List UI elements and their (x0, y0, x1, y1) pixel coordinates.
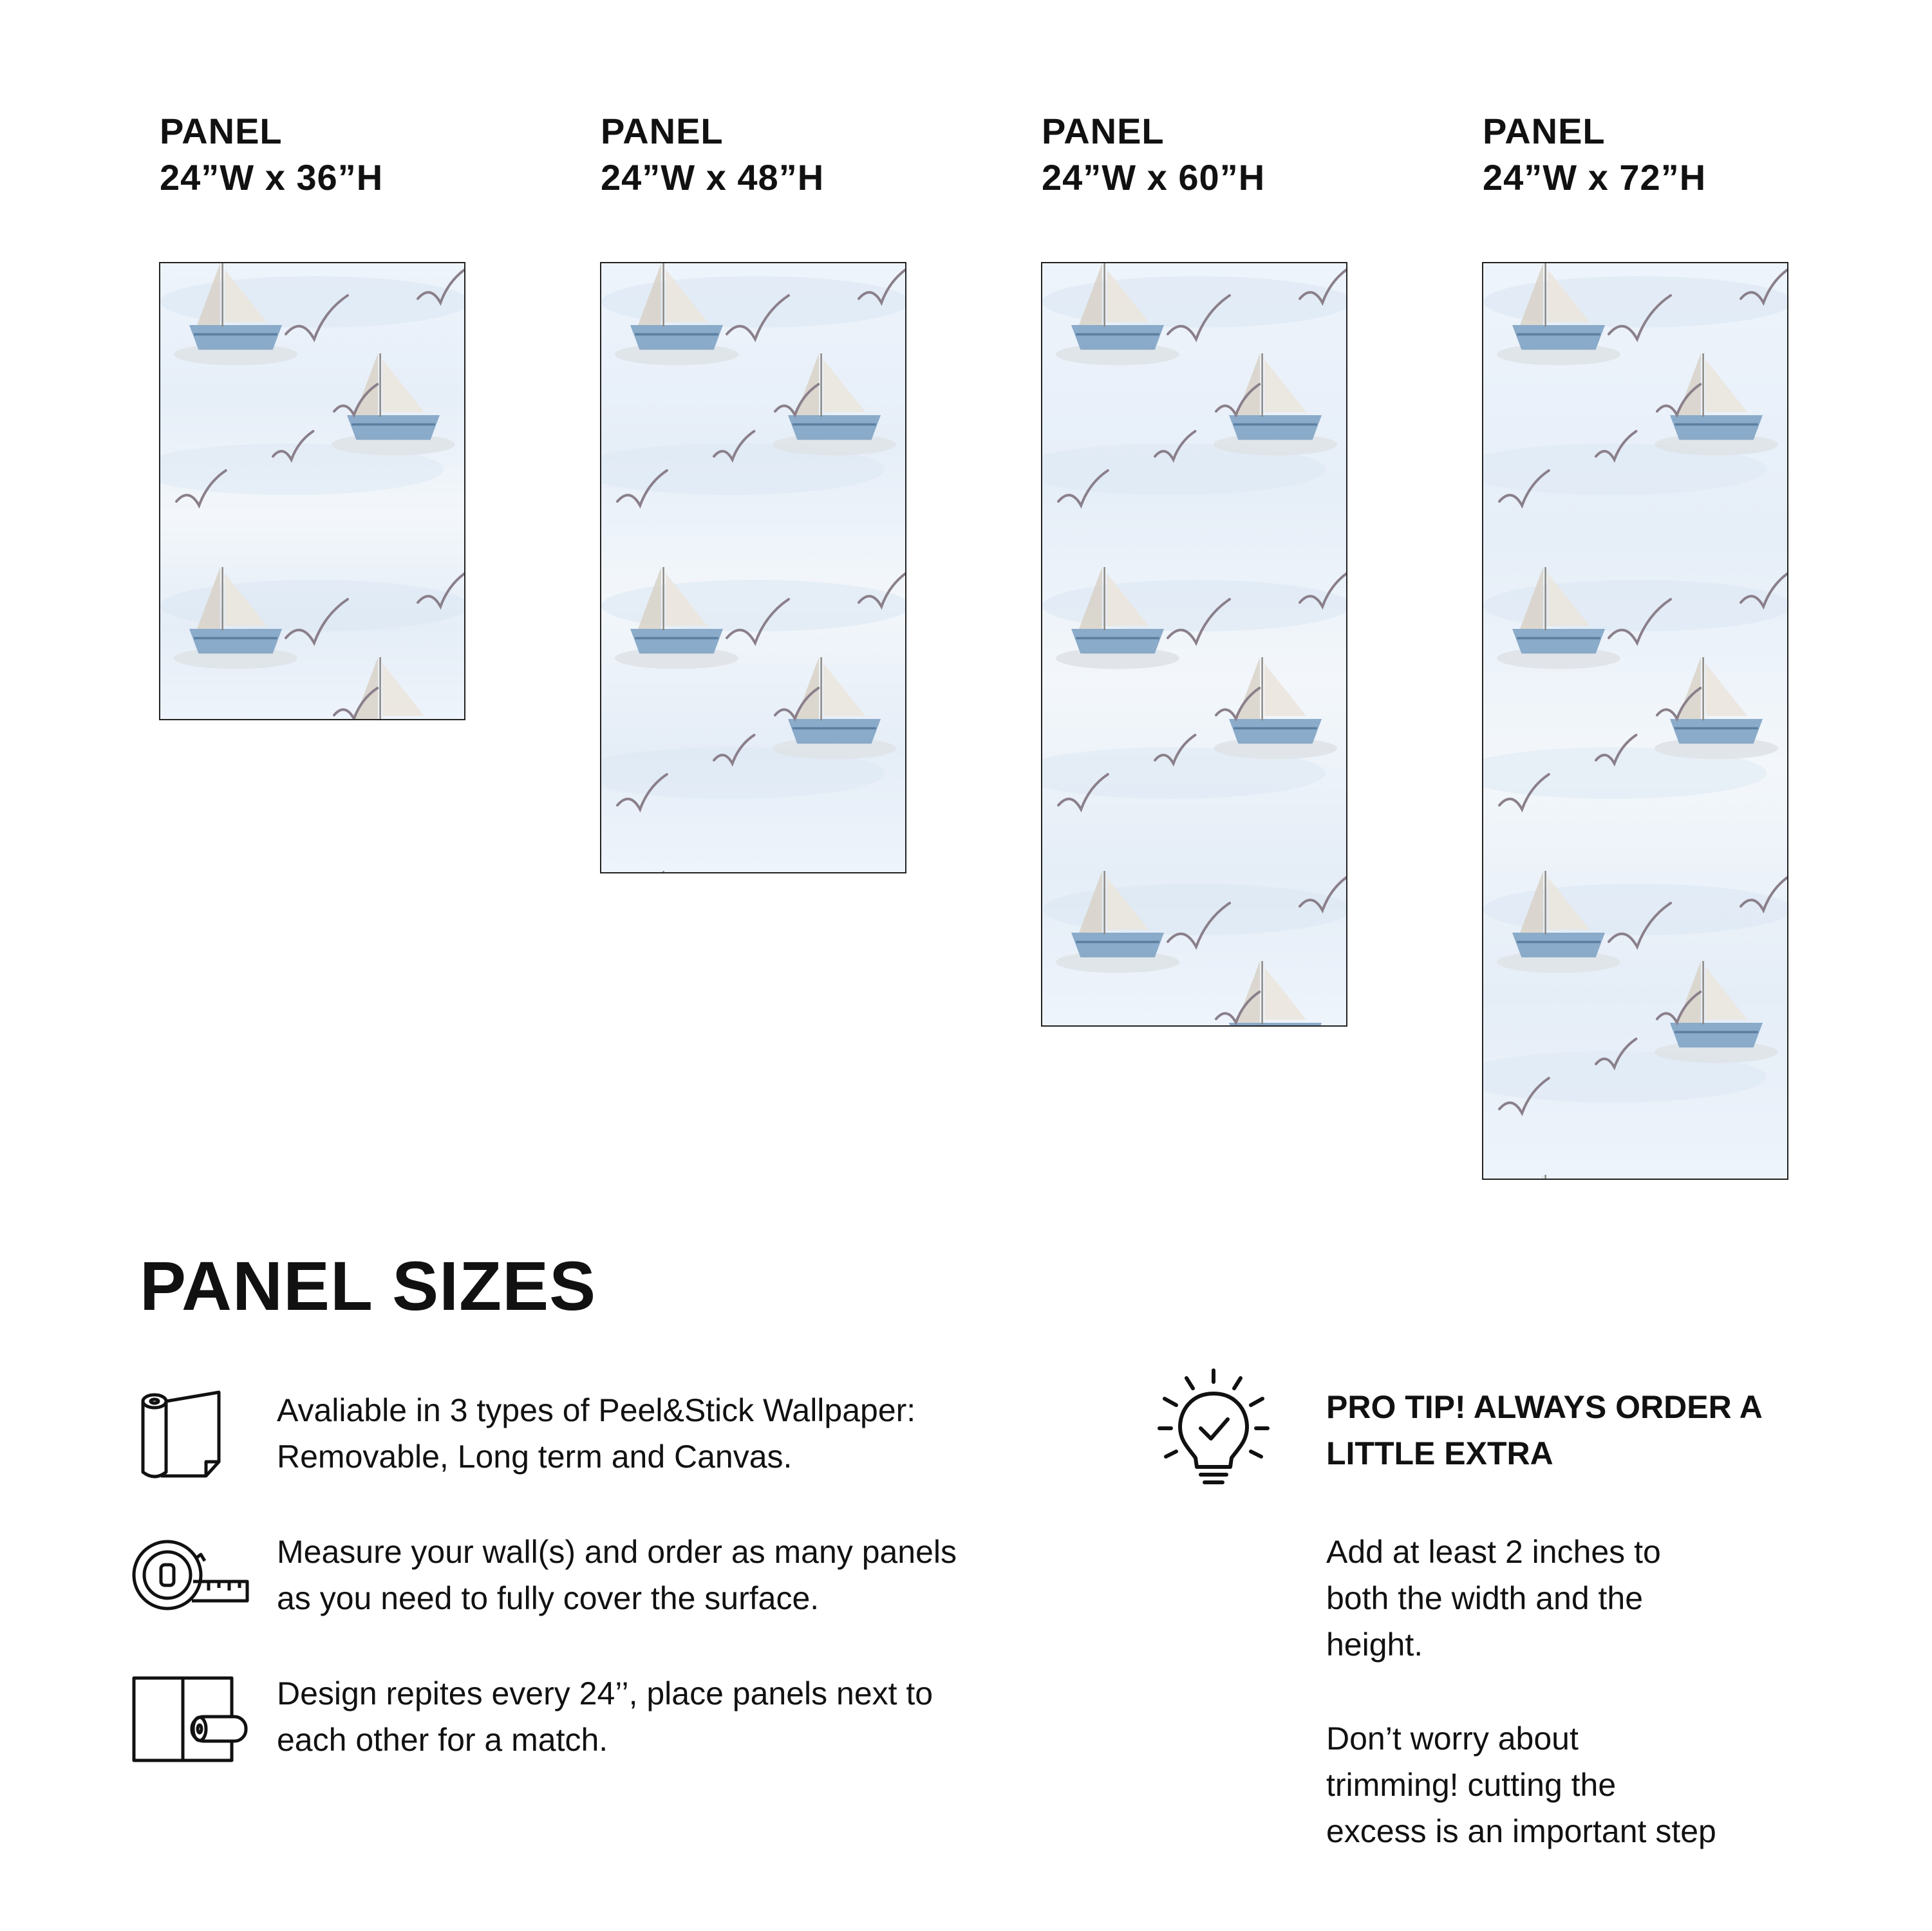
panel-size: 24”W x 36”H (160, 157, 384, 198)
sailboat-motif (332, 657, 455, 719)
panel-preview-36 (159, 262, 465, 720)
tip-title-line: PRO TIP! ALWAYS ORDER A (1326, 1389, 1763, 1425)
sailboat-motif (773, 657, 896, 759)
panel-label-60 (1042, 108, 1265, 201)
info-line: Design repites every 24’’, place panels next to (277, 1675, 933, 1712)
info-measure-text (277, 1529, 1146, 1621)
sailboat-motif (332, 353, 455, 455)
section-title: PANEL SIZES (140, 1247, 597, 1325)
tip-line: both the width and the (1326, 1580, 1644, 1616)
lightbulb-check-icon (1156, 1368, 1271, 1490)
sailboat-motif (1655, 657, 1778, 759)
sailboat-motif (615, 871, 738, 872)
panel-word: PANEL (1483, 111, 1606, 151)
tip-line: height. (1326, 1627, 1423, 1663)
tip-line: Add at least 2 inches to (1326, 1534, 1661, 1570)
info-line: Measure your wall(s) and order as many panels (277, 1534, 957, 1570)
panel-word: PANEL (160, 111, 283, 151)
panel-size: 24”W x 72”H (1483, 157, 1707, 198)
panel-word: PANEL (601, 111, 724, 151)
tip-line: trimming! cutting the (1326, 1767, 1617, 1803)
panel-preview-72 (1482, 262, 1788, 1180)
info-line: each other for a match. (277, 1722, 608, 1758)
panel-preview-48 (600, 262, 906, 873)
panel-size: 24”W x 60”H (1042, 157, 1266, 198)
info-line: as you need to fully cover the surface. (277, 1580, 820, 1616)
wallpaper-roll-icon (129, 1387, 251, 1484)
pattern-repeat-icon (129, 1670, 251, 1767)
tip-title (1326, 1384, 1893, 1477)
panel-word: PANEL (1042, 111, 1165, 151)
tape-measure-icon (129, 1529, 251, 1625)
info-types-text (277, 1387, 1146, 1480)
sailboat-motif (1214, 657, 1337, 759)
tip-title-line: LITTLE EXTRA (1326, 1435, 1553, 1471)
panel-label-48 (601, 108, 824, 201)
tip-paragraph-1 (1326, 1529, 1893, 1668)
tip-line: Don’t worry about (1326, 1721, 1579, 1757)
panel-label-36 (160, 108, 383, 201)
panel-size: 24”W x 48”H (601, 157, 825, 198)
sailboat-motif (1214, 353, 1337, 455)
sailboat-motif (773, 353, 896, 455)
panel-preview-60 (1041, 262, 1347, 1027)
sailboat-motif (1497, 1175, 1620, 1179)
info-line: Removable, Long term and Canvas. (277, 1439, 792, 1475)
info-repeat-text (277, 1670, 1146, 1763)
tip-line: excess is an important step (1326, 1813, 1716, 1849)
sailboat-motif (1655, 353, 1778, 455)
sailboat-motif (1655, 961, 1778, 1063)
panel-label-72 (1483, 108, 1706, 201)
info-line: Avaliable in 3 types of Peel&Stick Wallpaper: (277, 1392, 916, 1428)
tip-paragraph-2 (1326, 1715, 1893, 1854)
